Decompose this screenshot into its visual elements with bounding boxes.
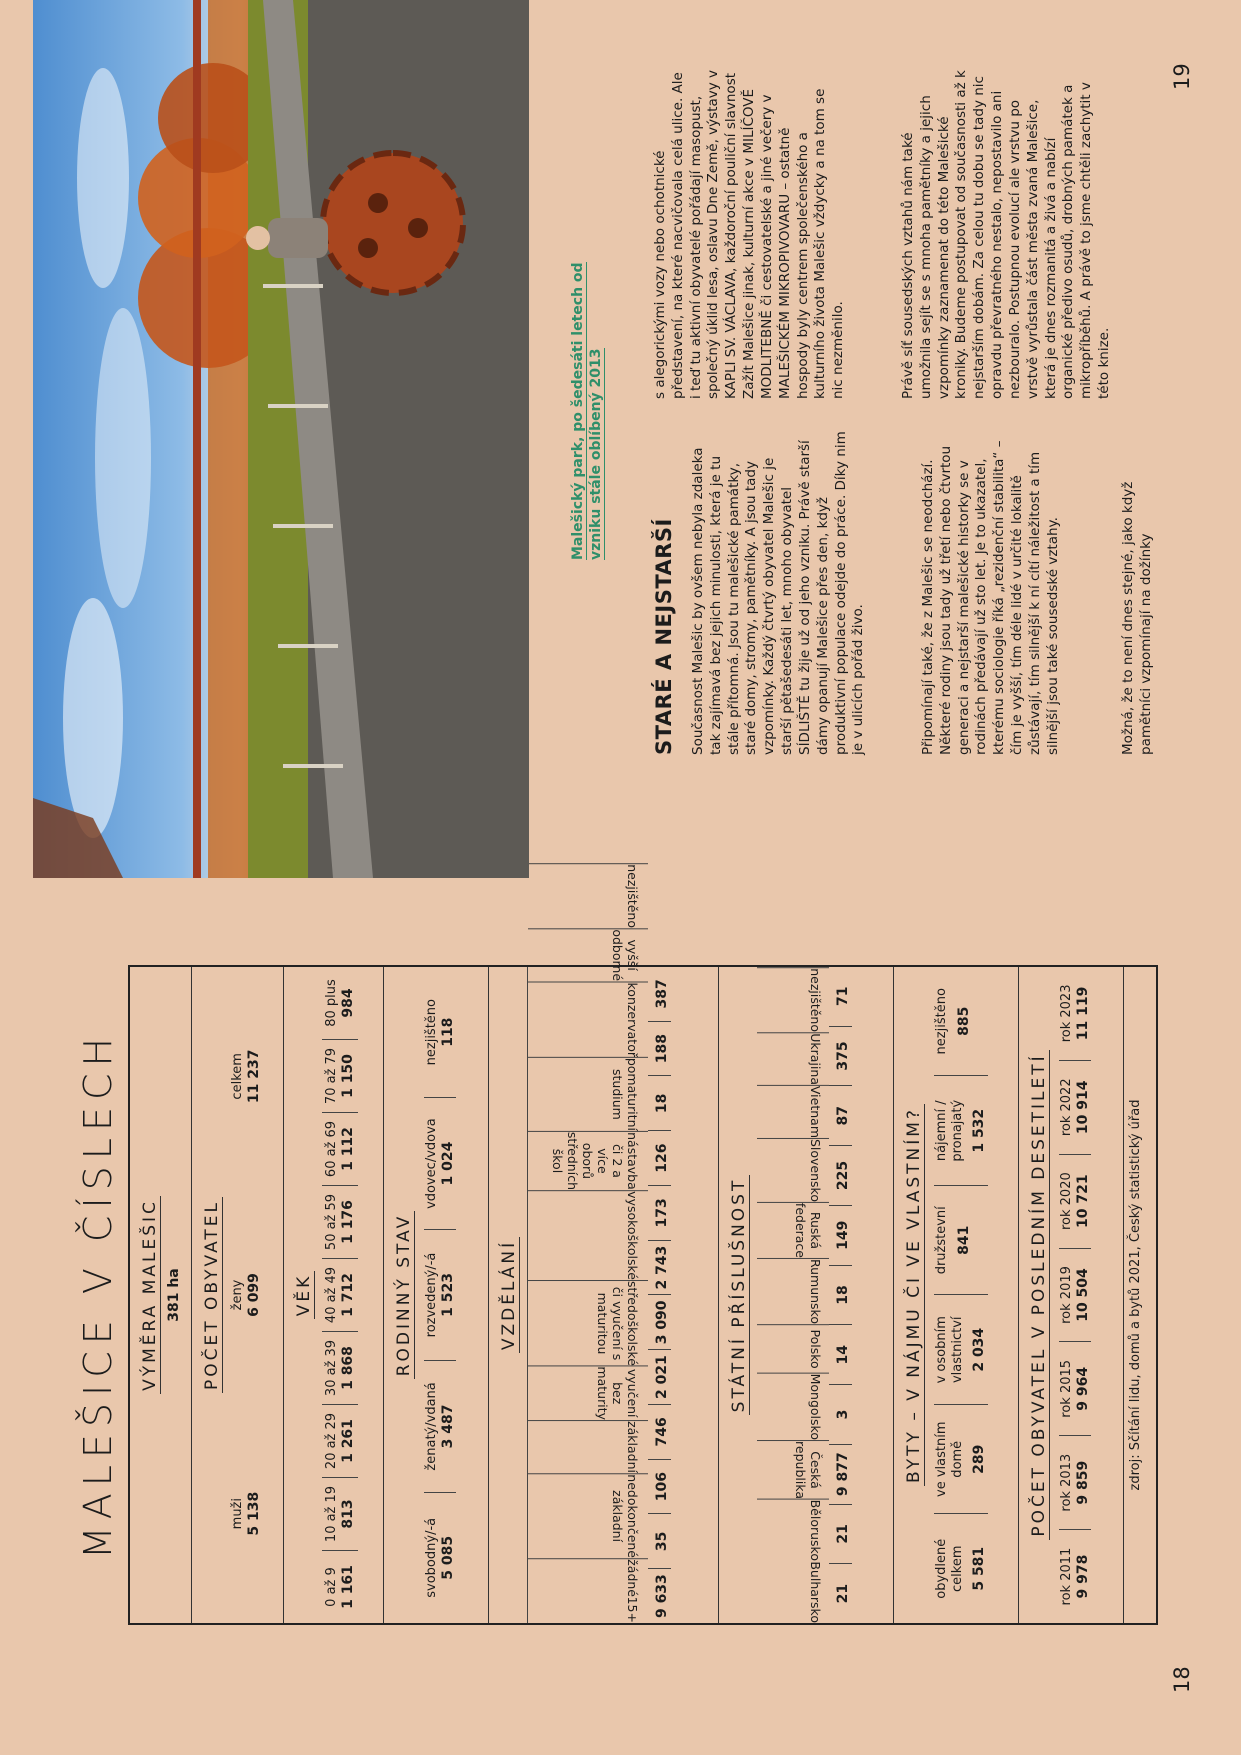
statni-value: 21 [835, 1583, 851, 1604]
pocet-cell: ženy 6 099 [230, 1273, 262, 1317]
statni-label: Slovensko [757, 1138, 829, 1202]
statni-label: Vietnam [757, 1085, 829, 1138]
vzdelani-label: vyučení bez maturity [528, 1366, 648, 1421]
article-col1-par2: Připomínají také, že z Malešic se neodchází. Některé rodiny jsou tady už třetí nebo čtvrtou generaci a nejstarší malešické historky se v rodinách předávají už sto let. Je to ukazatel, kterému sociologie říká „rezidenční stabilita“ – čím je vyšší, tím déle lidé v určité lokalitě zůstávají, tím silnější k ní cítí náležitost a tím silnější jsou také sousedské vztahy. [920, 440, 1061, 755]
source-note: zdroj: Sčítání lidu, domů a bytů 2021, Český statistický úřad [1128, 1099, 1143, 1491]
vzdelani-value: 173 [648, 1186, 671, 1241]
vek-cell: 50 až 59 1 176 [322, 1186, 358, 1259]
section-byty [894, 967, 1019, 1623]
vzdelani-value: 126 [648, 1131, 671, 1186]
vzdelani-value: 2 743 [648, 1241, 671, 1296]
desetileti-cell: rok 2011 9 978 [1059, 1547, 1091, 1606]
vzdelani-label: konzervatoř [528, 981, 648, 1057]
rodinny-cell: svobodný/-á 5 085 [424, 1517, 456, 1598]
vzdelani-value: 18 [648, 1077, 671, 1132]
stats-title: MALEŠICE V ČÍSLECH [76, 1030, 120, 1560]
vzdelani-label: základní [528, 1420, 648, 1473]
vzdelani-value: 188 [648, 1022, 671, 1077]
rodinny-cell: ženatý/vdaná 3 487 [424, 1361, 456, 1492]
rodinny-cell: vdovec/vdova 1 024 [424, 1098, 456, 1229]
vzdelani-label: vyšší odborné [528, 928, 648, 981]
desetileti-cell: rok 2022 10 914 [1059, 1061, 1091, 1155]
desetileti-cell: rok 2023 11 119 [1059, 967, 1091, 1061]
vzdelani-label: 15+ [625, 1596, 640, 1623]
statni-label: Polsko [757, 1324, 829, 1373]
statni-label: Rumunsko [757, 1258, 829, 1324]
section-vymera [130, 967, 192, 1623]
stats-table [128, 864, 1158, 1625]
vek-cell: 30 až 39 1 868 [322, 1332, 358, 1405]
statni-value: 71 [829, 967, 852, 1027]
vek-cell: 80 plus 984 [322, 967, 358, 1040]
byty-cell: nezjištěno 885 [934, 967, 988, 1077]
statni-value: 375 [829, 1027, 852, 1087]
section-vzdelani [489, 864, 719, 1623]
park-photo-illustration [33, 0, 529, 878]
vzdelani-label: středoškolské či vyučení s maturitou [528, 1280, 648, 1366]
desetileti-cell: rok 2020 10 721 [1059, 1155, 1091, 1249]
statni-value: 87 [829, 1086, 852, 1146]
vzdelani-value: 35 [648, 1515, 671, 1570]
desetileti-heading: POČET OBYVATEL V POSLEDNÍM DESETILETÍ [1029, 1050, 1050, 1539]
page-number-left: 18 [1170, 1666, 1194, 1693]
vzdelani-heading: VZDĚLÁNÍ [499, 1237, 520, 1353]
vzdelani-label: vysokoškolské [528, 1190, 648, 1280]
byty-heading: BYTY – V NÁJMU ČI VE VLASTNÍM? [904, 1104, 925, 1486]
article-col1-par3: Možná, že to není dnes stejné, jako když pamětníci vzpomínají na dožínky [1120, 481, 1154, 755]
vymera-value: 381 ha [166, 1268, 182, 1322]
vek-cell: 60 až 69 1 112 [322, 1113, 358, 1186]
statni-value: 21 [829, 1505, 852, 1565]
article-col2-par2: Právě síť sousedských vztahů nám také umožnila sejít se s mnoha pamětníky a jejich vzpomínky zaznamenat do této Malešické kroniky. Budeme postupovat od současnosti až k nejstarším dobám. Za celou tu dobu se tady nic opravdu převratného nestalo, nepostavilo ani nezbouralo. Postupnou evolucí ale vrstvu po vrstvě vyrůstala část města zvaná Malešice, která je dnes rozmanitá a živá a nabízí organické předivo osudů, drobných památek a mikropříběhů. A právě to jsme chtěli zachytit v této knize. [900, 70, 1112, 399]
vzdelani-value: 3 090 [648, 1296, 671, 1351]
vek-heading: VĚK [294, 1271, 315, 1320]
statni-value: 18 [829, 1266, 852, 1326]
byty-cell: nájemní / pronajatý 1 532 [934, 1077, 988, 1187]
vzdelani-value: 9 633 [654, 1574, 670, 1619]
article-heading: STARÉ A NEJSTARŠÍ [652, 518, 676, 755]
desetileti-cell: rok 2015 9 964 [1059, 1342, 1091, 1436]
statni-label: Ukrajina [757, 1032, 829, 1085]
vzdelani-label: pomaturitní studium [528, 1057, 648, 1131]
statni-heading: STÁTNÍ PŘÍSLUŠNOST [729, 1175, 750, 1416]
article-col2-par1: s alegorickými vozy nebo ochotnické představení, na které nacvičovala celá ulice. Ale i teď tu aktivní obyvatelé pořádají masopust, společný úklid lesa, oslavu Dne Země, výstavy v KAPLI SV. VÁCLAVA, každoroční pouliční slavnost Zažít Malešice jinak, kulturní akce v MILÍČOVĚ MODLITEBNĚ či cestovatelské a jiné večery v MALEŠICKÉM MIKROPIVOVARU – ostatně hospody byly centrem společenského a kulturního života Malešic vždycky a na tom se nic nezměnilo. [652, 70, 847, 399]
vek-cell: 40 až 49 1 712 [322, 1259, 358, 1332]
vzdelani-label: žádné [528, 1558, 648, 1597]
section-rodinny-stav [384, 967, 489, 1623]
statni-value: 3 [829, 1385, 852, 1445]
section-pocet-obyvatel [192, 967, 284, 1623]
statni-label: Bulharsko [808, 1561, 823, 1623]
byty-cell: družstevní 841 [934, 1186, 988, 1296]
byty-cell: ve vlastním domě 289 [934, 1405, 988, 1515]
byty-cell: obydlené celkem 5 581 [934, 1538, 988, 1599]
rodinny-cell: nezjištěno 118 [424, 967, 456, 1098]
section-vek [284, 967, 384, 1623]
page-number-right: 19 [1170, 63, 1194, 90]
pocet-heading: POČET OBYVATEL [202, 1197, 223, 1393]
desetileti-cell: rok 2019 10 504 [1059, 1249, 1091, 1343]
vzdelani-value: 2 021 [648, 1350, 671, 1405]
byty-cell: v osobním vlastnictví 2 034 [934, 1296, 988, 1406]
rodinny-cell: rozvedený/-á 1 523 [424, 1230, 456, 1361]
rodinny-heading: RODINNÝ STAV [394, 1211, 415, 1380]
vzdelani-value: 746 [648, 1405, 671, 1460]
vek-cell: 0 až 9 1 161 [324, 1565, 356, 1609]
statni-value: 14 [829, 1325, 852, 1385]
pocet-cell: muži 5 138 [230, 1491, 262, 1536]
desetileti-cell: rok 2013 9 859 [1059, 1436, 1091, 1530]
statni-label: Ruská federace [757, 1202, 829, 1258]
statni-value: 9 877 [829, 1445, 852, 1505]
article-col1-par1: Současnost Malešic by ovšem nebyla zdaleka tak zajímavá bez jejich minulosti, která je tu stále přítomná. Jsou tu malešické památky, staré domy, stromy, pamětníky. A jsou tady vzpomínky. Každý čtvrtý obyvatel Malešic je starší pětašedesáti let, mnoho obyvatel SÍDLIŠTĚ tu žije už od jeho vzniku. Právě starší dámy opanují Malešice přes den, když produktivní populace odejde do práce. Díky nim je v ulicích pořád živo. [690, 431, 867, 755]
vek-cell: 20 až 29 1 261 [322, 1405, 358, 1478]
vek-cell: 10 až 19 813 [322, 1478, 358, 1551]
statni-label: Bělorusko [757, 1499, 829, 1561]
vzdelani-label: nezjištěno [528, 864, 648, 929]
park-photo [33, 0, 529, 878]
pocet-cell: celkem 11 237 [230, 1049, 262, 1104]
vymera-heading: VÝMĚRA MALEŠIC [140, 1196, 161, 1394]
statni-label: Česká republika [757, 1440, 829, 1499]
section-statni-prislusnost [719, 967, 894, 1623]
vek-cell: 70 až 79 1 150 [322, 1040, 358, 1113]
photo-caption: Malešický park, po šedesáti letech od vzniku stále oblíbený 2013 [570, 262, 604, 560]
statni-label: nezjištěno [757, 967, 829, 1032]
vzdelani-value: 106 [648, 1460, 671, 1515]
vzdelani-label: nástavba či 2 a více oborů středních škol [528, 1131, 648, 1190]
vzdelani-value: 387 [648, 967, 671, 1022]
statni-value: 149 [829, 1206, 852, 1266]
section-desetileti [1019, 967, 1124, 1623]
vzdelani-label: nedokončené základní [528, 1473, 648, 1558]
statni-value: 225 [829, 1146, 852, 1206]
statni-label: Mongolsko [757, 1373, 829, 1440]
